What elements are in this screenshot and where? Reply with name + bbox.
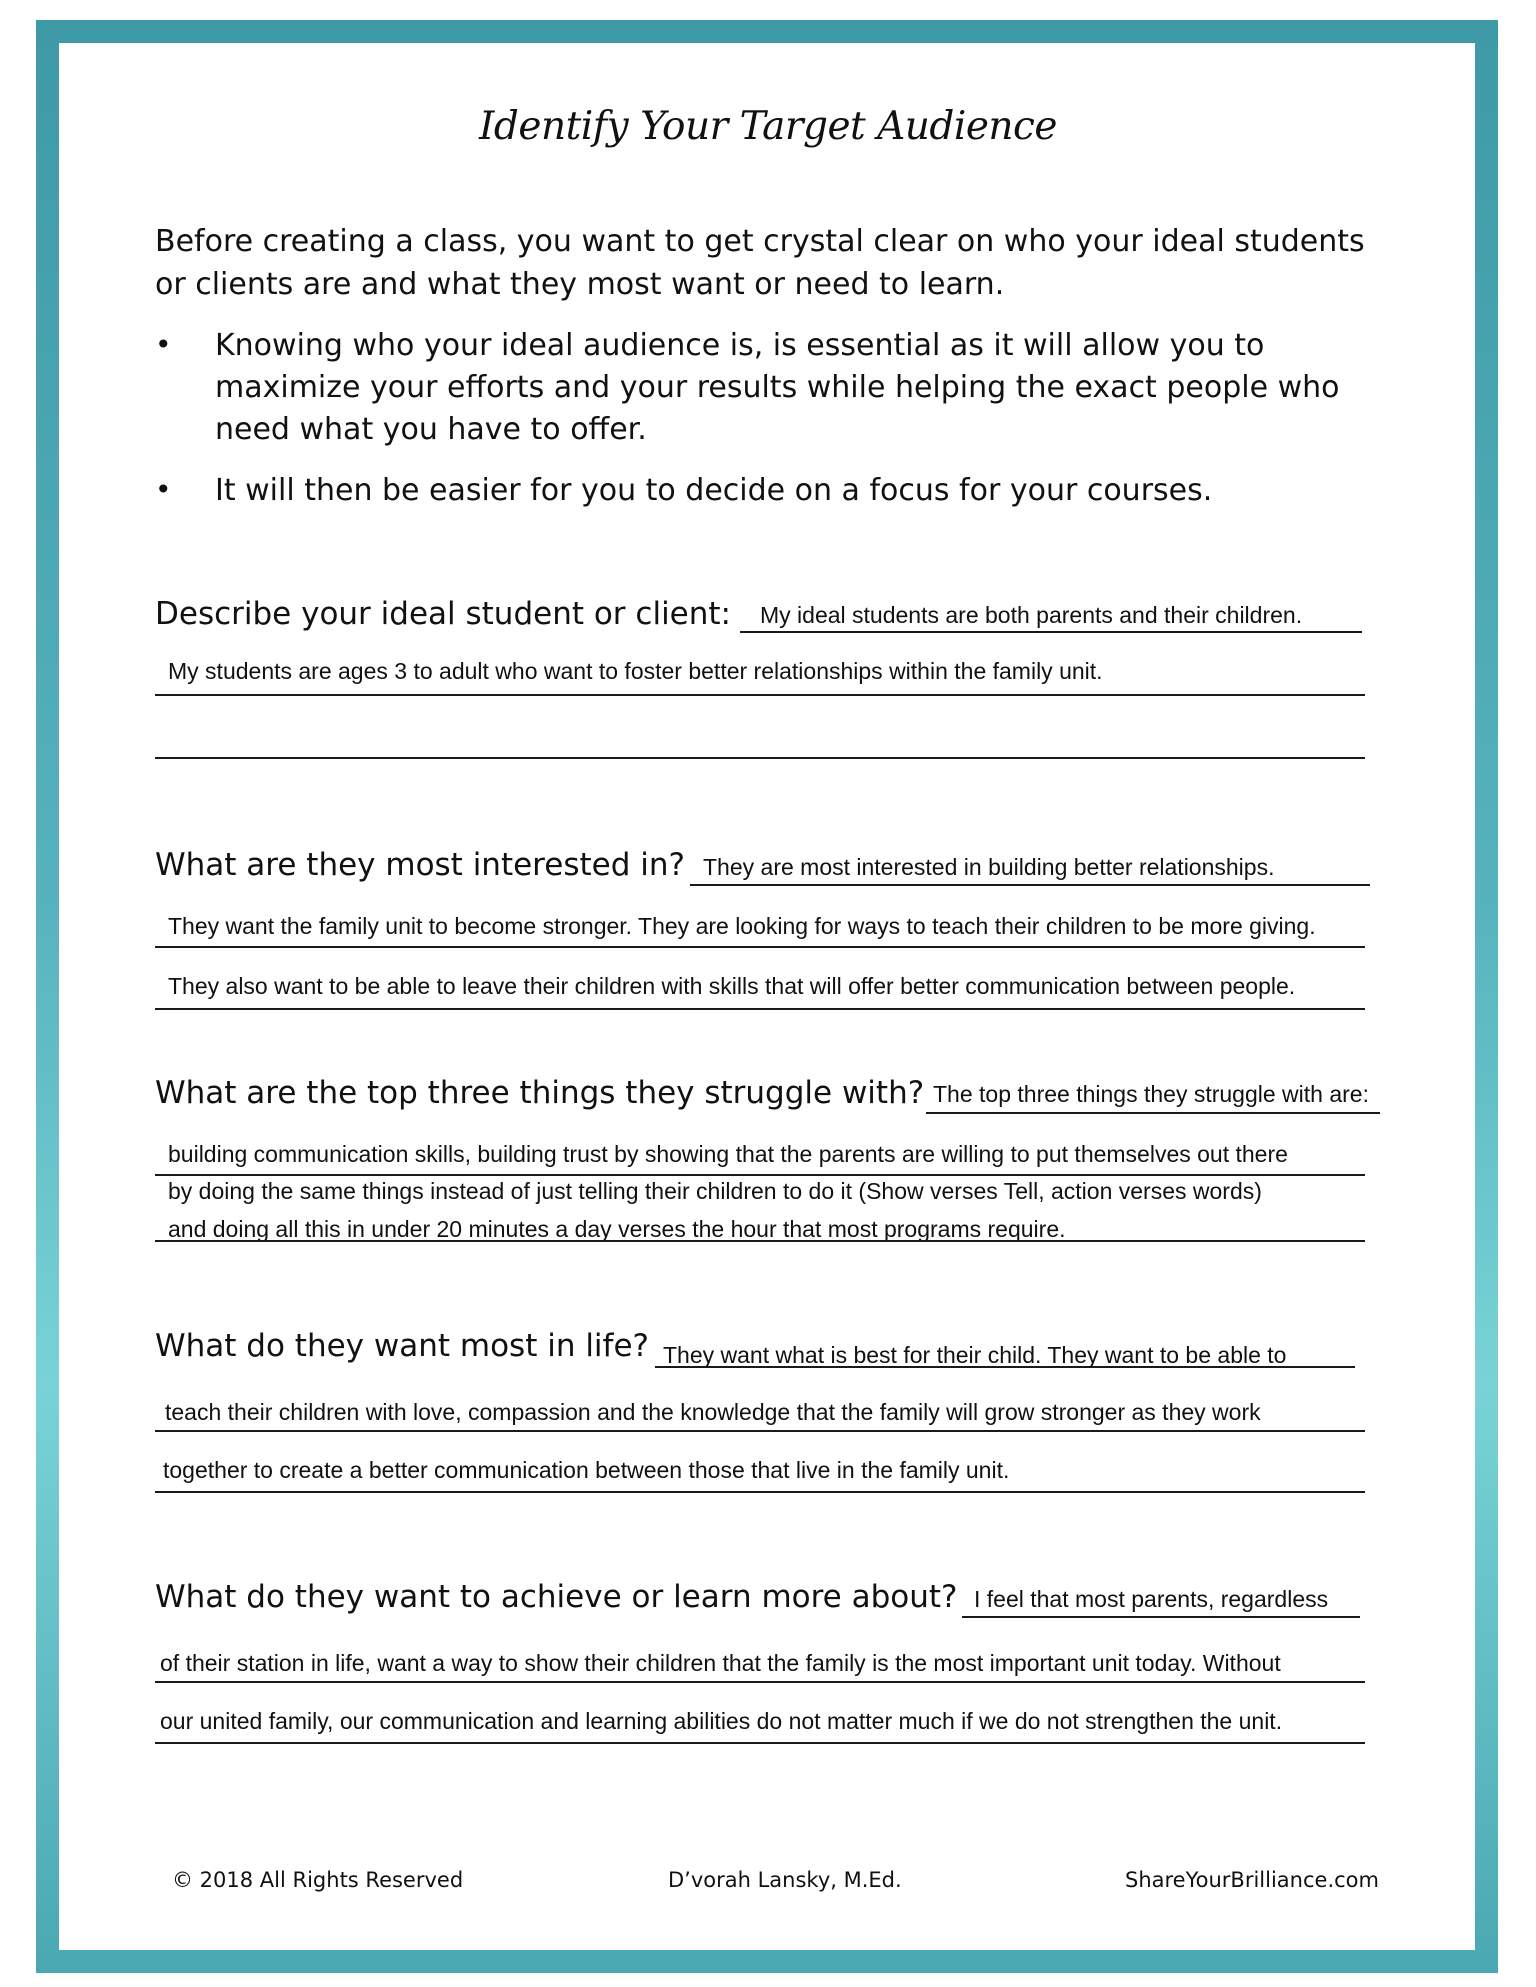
question-interests: What are they most interested in? <box>155 847 685 883</box>
footer-website[interactable]: ShareYourBrilliance.com <box>1125 1868 1379 1892</box>
bullet-marker: • <box>155 328 172 361</box>
answer-line <box>155 1742 1365 1744</box>
answer-line <box>155 694 1365 696</box>
answer-text[interactable]: My students are ages 3 to adult who want to foster better relationships within the family unit. <box>168 658 1103 684</box>
answer-text[interactable]: My ideal students are both parents and their children. <box>760 602 1303 628</box>
answer-text[interactable]: building communication skills, building trust by showing that the parents are willing to put themselves out there <box>168 1141 1288 1167</box>
answer-line <box>155 1681 1365 1683</box>
answer-line <box>155 1240 1365 1242</box>
answer-line <box>655 1366 1355 1368</box>
footer-copyright: © 2018 All Rights Reserved <box>172 1868 464 1892</box>
answer-text[interactable]: of their station in life, want a way to show their children that the family is the most important unit today. Without <box>160 1650 1281 1676</box>
answer-line <box>155 1430 1365 1432</box>
answer-line <box>690 884 1370 886</box>
answer-line <box>962 1616 1360 1618</box>
answer-line <box>740 631 1362 633</box>
bullet-item-1: Knowing who your ideal audience is, is essential as it will allow you to maximize your efforts and your results while helping the exact people who need what you have to offer. <box>215 328 1340 447</box>
answer-text[interactable]: The top three things they struggle with are: <box>933 1081 1369 1107</box>
page-title: Identify Your Target Audience <box>479 104 1057 149</box>
answer-line <box>155 757 1365 759</box>
answer-text[interactable]: They want what is best for their child. They want to be able to <box>663 1342 1287 1368</box>
answer-text[interactable]: our united family, our communication and learning abilities do not matter much if we do not strengthen the unit. <box>160 1708 1283 1734</box>
answer-text[interactable]: teach their children with love, compassion and the knowledge that the family will grow stronger as they work <box>165 1399 1261 1425</box>
answer-text[interactable]: They also want to be able to leave their children with skills that will offer better communication between people. <box>168 973 1296 999</box>
answer-line <box>155 1008 1365 1010</box>
answer-line <box>155 946 1365 948</box>
answer-text[interactable]: together to create a better communication between those that live in the family unit. <box>163 1457 1010 1483</box>
footer-author: D’vorah Lansky, M.Ed. <box>668 1868 902 1892</box>
answer-text[interactable]: They are most interested in building better relationships. <box>703 854 1275 880</box>
intro-paragraph: Before creating a class, you want to get crystal clear on who your ideal students or clients are and what they most want or need to learn. <box>155 224 1365 302</box>
question-achieve-learn: What do they want to achieve or learn more about? <box>155 1579 958 1615</box>
answer-text[interactable]: and doing all this in under 20 minutes a day verses the hour that most programs require. <box>168 1216 1066 1242</box>
bullet-item-2: It will then be easier for you to decide on a focus for your courses. <box>215 473 1213 508</box>
answer-line <box>155 1491 1365 1493</box>
answer-line <box>926 1112 1380 1114</box>
answer-text[interactable]: They want the family unit to become stronger. They are looking for ways to teach their children to be more giving. <box>168 913 1316 939</box>
question-ideal-student: Describe your ideal student or client: <box>155 596 731 632</box>
question-wants-in-life: What do they want most in life? <box>155 1328 649 1364</box>
question-struggles: What are the top three things they struggle with? <box>155 1075 925 1111</box>
answer-text[interactable]: by doing the same things instead of just telling their children to do it (Show verses Tell, action verses words) <box>168 1178 1262 1204</box>
answer-line <box>155 1174 1365 1176</box>
bullet-marker: • <box>155 473 172 506</box>
answer-text[interactable]: I feel that most parents, regardless <box>974 1586 1329 1612</box>
